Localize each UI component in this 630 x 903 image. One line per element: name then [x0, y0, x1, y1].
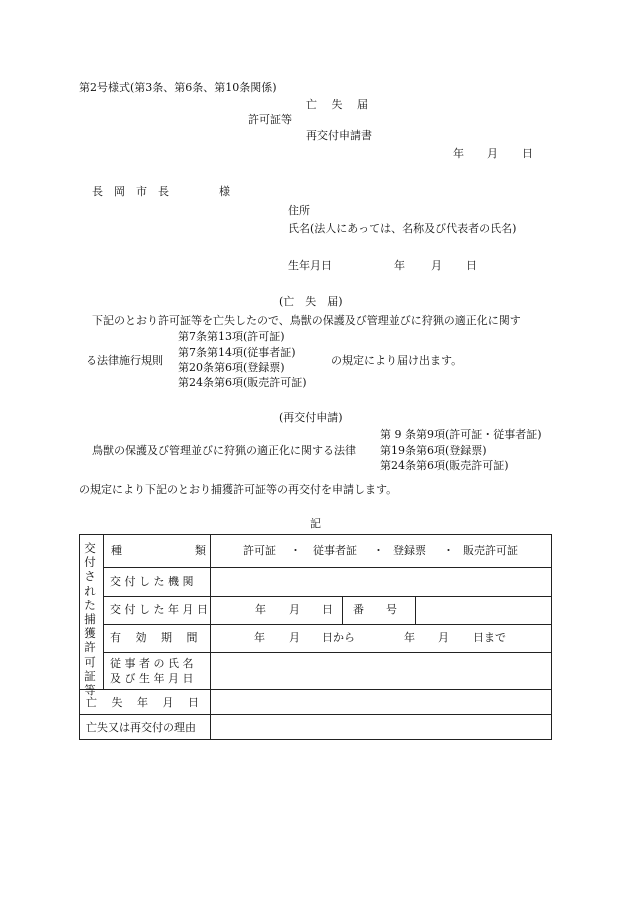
table-rule: [415, 596, 416, 624]
date-year: 年: [453, 147, 464, 160]
validity-from-day: 日から: [322, 631, 355, 644]
birth-label: 生年月日: [288, 259, 332, 272]
loss-line2-suffix: の規定により届け出ます。: [331, 354, 463, 367]
loss-option-3: 第20条第6項(登録票): [178, 361, 285, 374]
issue-date-year: 年: [255, 603, 266, 616]
loss-line1: 下記のとおり許可証等を亡失したので、鳥獣の保護及び管理並びに狩猟の適正化に関す: [92, 314, 521, 327]
title-permit: 許可証等: [248, 113, 292, 126]
type-separator: ・: [373, 544, 384, 557]
type-option-registration[interactable]: 登録票: [393, 544, 426, 557]
validity-to-day: 日まで: [473, 631, 506, 644]
issue-date-month: 月: [289, 603, 300, 616]
table-rule: [79, 689, 552, 690]
row-worker-label-line1: 従 事 者 の 氏 名: [110, 657, 194, 670]
table-rule: [103, 567, 551, 568]
reissue-option-2: 第19条第6項(登録票): [380, 444, 487, 457]
table-rule: [79, 714, 552, 715]
birth-month: 月: [431, 259, 442, 272]
group-label-issued-permits: 交 付 さ れ た 捕 獲 許 可 証 等: [84, 541, 96, 698]
row-type-label-start: 種: [111, 544, 122, 557]
row-worker-label-line2: 及 び 生 年 月 日: [110, 672, 194, 685]
date-month: 月: [487, 147, 498, 160]
validity-from-year: 年: [254, 631, 265, 644]
row-issuer-label: 交 付 し た 機 関: [110, 575, 194, 588]
form-number: 第2号様式(第3条、第6条、第10条関係): [79, 81, 277, 94]
loss-heading: (亡 失 届): [279, 295, 343, 308]
issue-date-day: 日: [322, 603, 333, 616]
table-rule: [103, 596, 551, 597]
validity-from-month: 月: [289, 631, 300, 644]
reissue-law-name: 鳥獣の保護及び管理並びに狩猟の適正化に関する法律: [92, 444, 356, 457]
addressee-honorific: 様: [219, 185, 230, 198]
row-type-label-end: 類: [195, 544, 206, 557]
loss-option-4: 第24条第6項(販売許可証): [178, 376, 307, 389]
type-separator: ・: [290, 544, 301, 557]
ki-label: 記: [310, 517, 321, 530]
number-label: 番 号: [353, 603, 397, 616]
birth-year: 年: [394, 259, 405, 272]
table-rule: [103, 624, 551, 625]
reissue-heading: (再交付申請): [279, 411, 343, 424]
validity-to-month: 月: [438, 631, 449, 644]
row-validity-label: 有 効 期 間: [110, 631, 198, 644]
type-separator: ・: [443, 544, 454, 557]
reissue-closing: の規定により下記のとおり捕獲許可証等の再交付を申請します。: [79, 483, 398, 496]
row-loss-date-label: 亡 失 年 月 日: [86, 696, 199, 709]
reissue-option-1: 第 9 条第9項(許可証・従事者証): [380, 428, 542, 441]
row-issue-date-label: 交 付 し た 年 月 日: [110, 603, 208, 616]
row-reason-label: 亡失又は再交付の理由: [86, 721, 196, 734]
table-rule: [103, 652, 551, 653]
loss-option-2: 第7条第14項(従事者証): [178, 346, 296, 359]
table-rule: [342, 596, 343, 624]
loss-line2-prefix: る法律施行規則: [86, 354, 163, 367]
birth-day: 日: [466, 259, 477, 272]
loss-option-1: 第7条第13項(許可証): [178, 330, 285, 343]
title-loss: 亡 失 届: [306, 98, 368, 111]
address-label: 住所: [288, 204, 310, 217]
name-label: 氏名(法人にあっては、名称及び代表者の氏名): [288, 222, 517, 235]
addressee-mayor: 長 岡 市 長: [92, 185, 169, 198]
type-option-worker[interactable]: 従事者証: [313, 544, 357, 557]
date-day: 日: [522, 147, 533, 160]
table-rule: [103, 534, 104, 689]
title-reissue: 再交付申請書: [306, 129, 372, 142]
validity-to-year: 年: [404, 631, 415, 644]
reissue-option-3: 第24条第6項(販売許可証): [380, 459, 509, 472]
type-option-sales[interactable]: 販売許可証: [463, 544, 518, 557]
type-option-permit[interactable]: 許可証: [243, 544, 276, 557]
table-rule: [210, 534, 211, 740]
